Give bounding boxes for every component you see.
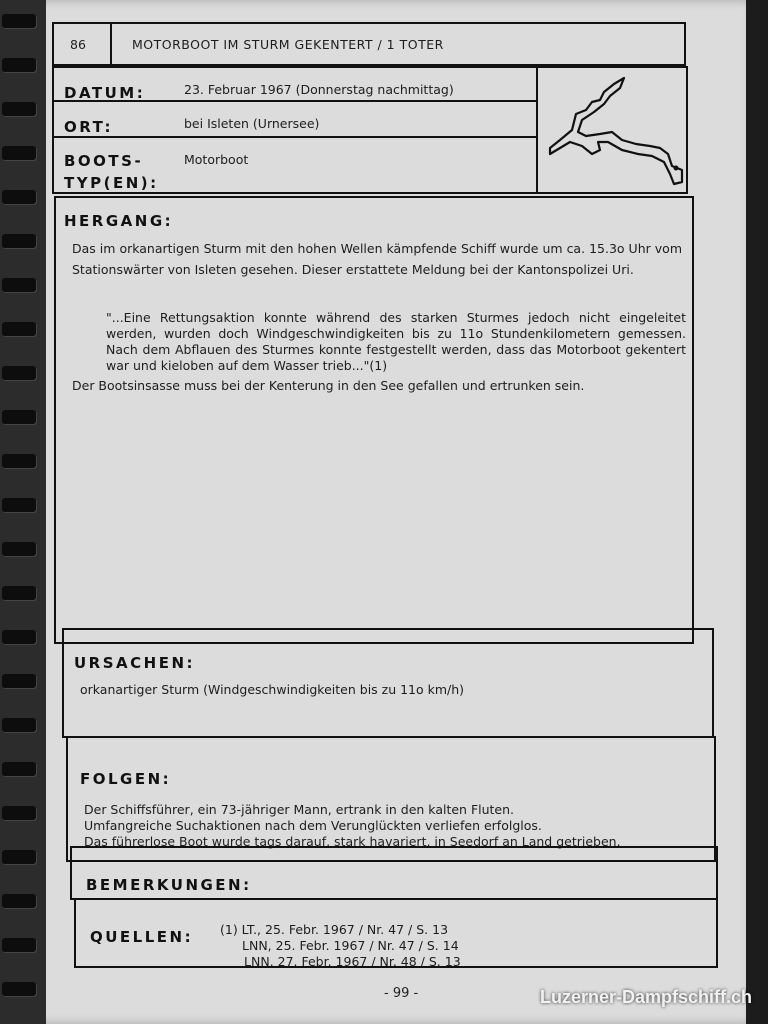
hergang-label: HERGANG: [64, 212, 174, 230]
background-edge [746, 0, 768, 1024]
quellen-source-2: LNN, 25. Febr. 1967 / Nr. 47 / S. 14 [242, 938, 459, 953]
folgen-label: FOLGEN: [80, 770, 172, 788]
ursachen-label: URSACHEN: [74, 654, 196, 672]
page-number: - 99 - [384, 986, 419, 1001]
ursachen-box [62, 628, 714, 738]
ort-label: ORT: [64, 118, 114, 136]
ort-value: bei Isleten (Urnersee) [184, 116, 320, 131]
folgen-line-1: Der Schiffsführer, ein 73-jähriger Mann, ertrank in den kalten Fluten. [84, 802, 515, 817]
quellen-source-1: (1) LT., 25. Febr. 1967 / Nr. 47 / S. 13 [220, 922, 449, 937]
folgen-line-3: Das führerlose Boot wurde tags darauf, stark havariert, in Seedorf an Land getrieben. [84, 834, 621, 849]
ursachen-text: orkanartiger Sturm (Windgeschwindigkeiten bis zu 11o km/h) [80, 682, 465, 697]
bemerkungen-box [70, 846, 718, 900]
hergang-quote: "...Eine Rettungsaktion konnte während des starken Sturmes jedoch nicht eingeleitet werden, wurden doch Windgeschwindigkeiten bis zu 11o Stundenkilometern gemessen. Nach dem Abflauen des Sturmes konnte festgestellt werden, dass das Motorboot gekentert war und kieloben auf dem Wasser trieb..."(1) [106, 310, 686, 373]
header-box [52, 22, 686, 66]
bemerkungen-label: BEMERKUNGEN: [86, 876, 252, 894]
folgen-line-2: Umfangreiche Suchaktionen nach dem Verunglückten verliefen erfolglos. [84, 818, 542, 833]
watermark: Luzerner-Dampfschiff.ch [539, 987, 752, 1007]
hergang-box [54, 196, 694, 644]
hergang-paragraph-1: Das im orkanartigen Sturm mit den hohen Wellen kämpfende Schiff wurde um ca. 15.3o Uhr vom Stationswärter von Isleten gesehen. Dieser erstattete Meldung bei der Kantonspolizei Uri. [72, 241, 682, 277]
datum-value: 23. Februar 1967 (Donnerstag nachmittag) [184, 82, 454, 97]
bootstyp-value: Motorboot [184, 152, 249, 167]
entry-title: MOTORBOOT IM STURM GEKENTERT / 1 TOTER [132, 37, 444, 52]
entry-number: 86 [70, 37, 86, 52]
quellen-source-3: LNN, 27. Febr. 1967 / Nr. 48 / S. 13 [244, 954, 461, 969]
bootstyp-label-line1: BOOTS- [64, 152, 144, 170]
folgen-box [66, 736, 716, 862]
bootstyp-label-line2: TYP(EN): [64, 174, 159, 192]
lake-map-icon [542, 70, 686, 188]
spiral-binding [0, 0, 46, 1024]
quellen-label: QUELLEN: [90, 928, 194, 946]
info-box [52, 66, 688, 194]
datum-label: DATUM: [64, 84, 146, 102]
quellen-box [74, 898, 718, 968]
hergang-paragraph-2: Der Bootsinsasse muss bei der Kenterung in den See gefallen und ertrunken sein. [72, 378, 585, 393]
